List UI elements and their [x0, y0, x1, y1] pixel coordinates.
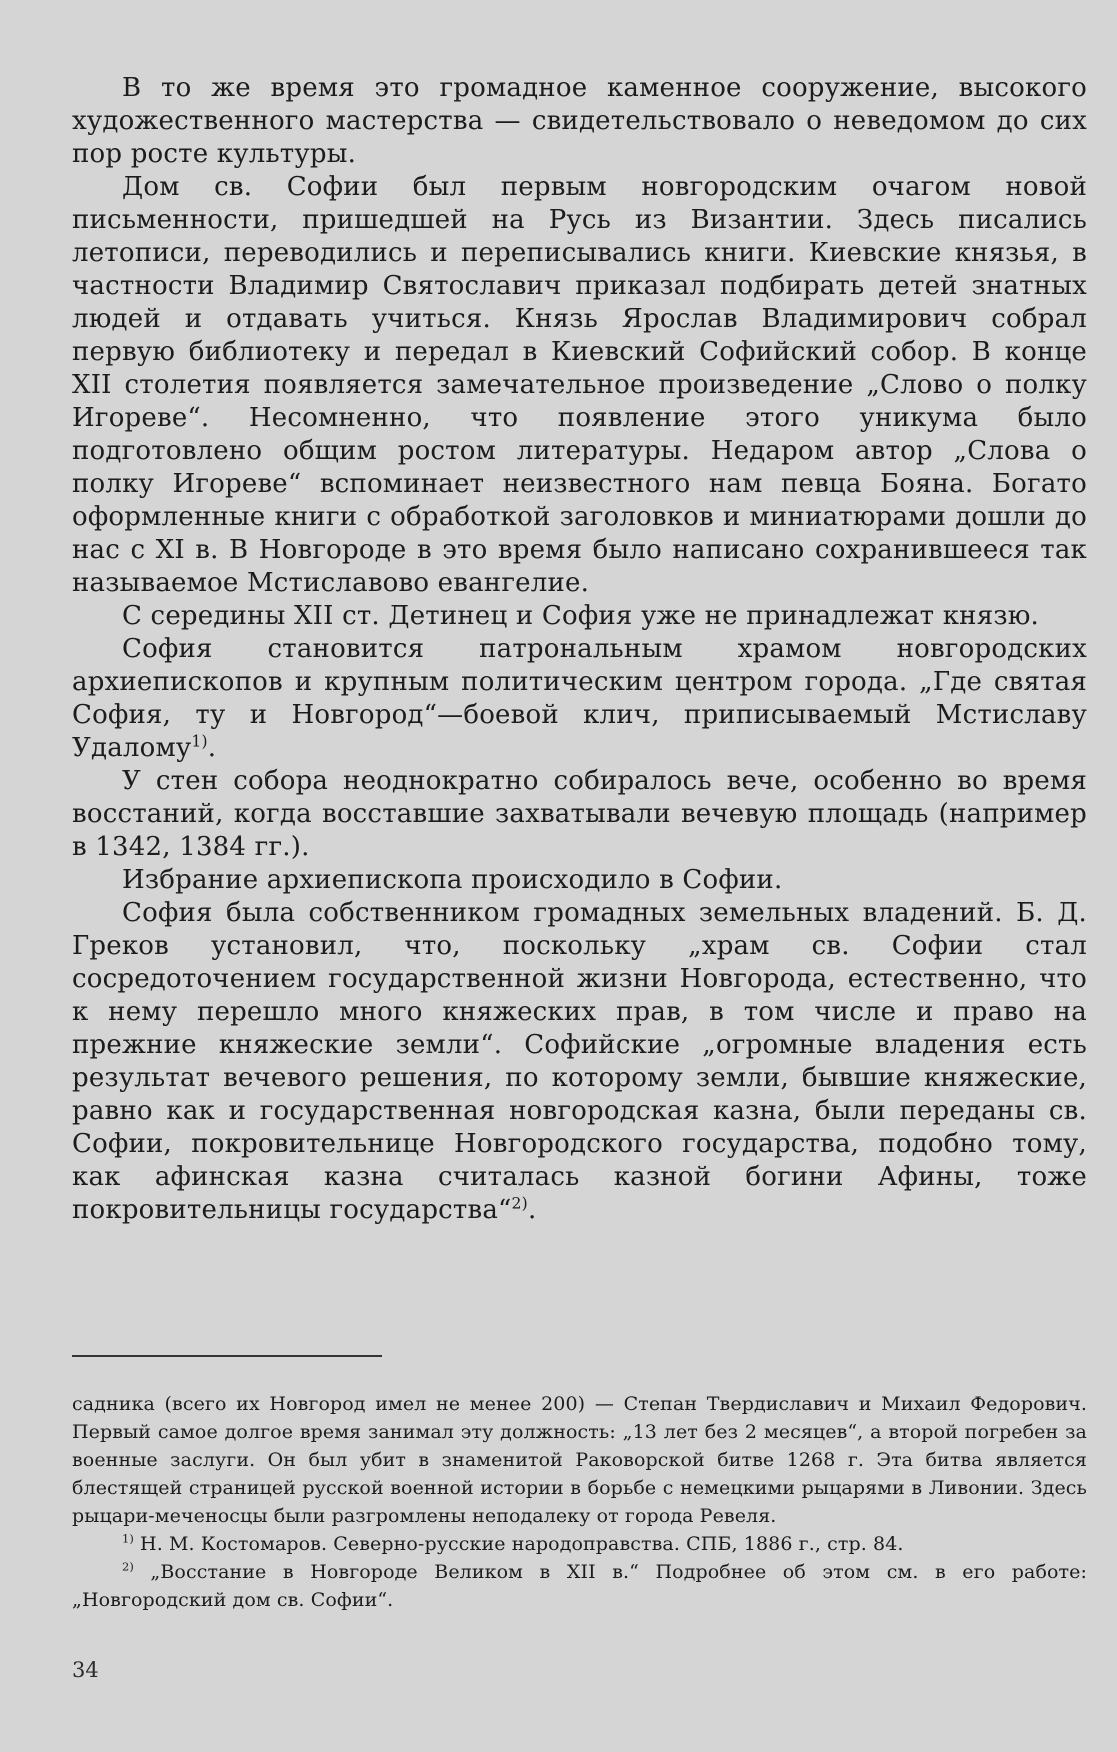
- paragraph: Дом св. Софии был первым новгородским очагом новой письменности, пришедшей на Русь из Византии. Здесь писались летописи, переводились и переписывались книги. Киевские князья, в частности Владимир Святославич приказал подбирать детей знатных людей и отдавать учиться. Князь Ярослав Владимирович собрал первую библиотеку и передал в Киевский Софийский собор. В конце XII столетия появляется замечательное произведение „Слово о полку Игореве“. Несомненно, что появление этого уникума было подготовлено общим ростом литературы. Недаром автор „Слова о полку Игореве“ вспоминает неизвестного нам певца Бояна. Богато оформленные книги с обработкой заголовков и миниатюрами дошли до нас с XI в. В Новгороде в это время было написано сохранившееся так называемое Мстиславово евангелие.: [72, 172, 1087, 598]
- footnote: $^{2)}$ „Восстание в Новгороде Великом в XII в.“ Подробнее об этом см. в его работе: „Новгородский дом св. Софии“.: [72, 1559, 1087, 1611]
- paragraph: София становится патрональным храмом новгородских архиепископов и крупным политическим центром города. „Где святая София, ту и Новгород“—боевой клич, приписываемый Мстиславу Удалому$^{1)}$.: [72, 634, 1087, 763]
- footnote-marker: 2): [122, 1559, 134, 1574]
- paragraph: В то же время это громадное каменное сооружение, высокого художественного мастерства — свидетельствовало о неведомом до сих пор росте культуры.: [72, 73, 1087, 169]
- footnote: $^{1)}$ Н. М. Костомаров. Северно-русские народоправства. СПБ, 1886 г., стр. 84.: [122, 1531, 904, 1555]
- paragraph: У стен собора неоднократно собиралось вече, особенно во время восстаний, когда восставшие захватывали вечевую площадь (например в 1342, 1384 гг.).: [72, 766, 1087, 862]
- footnote-marker: 1): [122, 1531, 134, 1546]
- paragraph: Избрание архиепископа происходило в Софии.: [122, 865, 783, 895]
- footnote-reference: 2): [511, 1194, 528, 1213]
- footnote-divider: [72, 1355, 382, 1357]
- page-number: 34: [72, 1658, 99, 1682]
- footnote-continuation: садника (всего их Новгород имел не менее 200) — Степан Твердиславич и Михаил Федорович. Первый самое долгое время занимал эту должность: „13 лет без 2 месяцев“, а второй погребен за военные заслуги. Он был убит в знаменитой Раковорской битве 1268 г. Эта битва является блестящей страницей русской военной истории в борьбе с немецкими рыцарями в Ливонии. Здесь рыцари-меченосцы были разгромлены неподалеку от города Ревеля.: [72, 1393, 1087, 1527]
- footnote-reference: 1): [191, 732, 208, 751]
- footnotes: [72, 1390, 1087, 1614]
- paragraph: София была собственником громадных земельных владений. Б. Д. Греков установил, что, поскольку „храм св. Софии стал сосредоточением государственной жизни Новгорода, естественно, что к нему перешло много княжеских прав, в том числе и право на прежние княжеские земли“. Софийские „огромные владения есть результат вечевого решения, по которому земли, бывшие княжеские, равно как и государственная новгородская казна, были переданы св. Софии, покровительнице Новгородского государства, подобно тому, как афинская казна считалась казной богини Афины, тоже покровительницы государства“$^{2)}$.: [72, 898, 1087, 1225]
- paragraph: С середины XII ст. Детинец и София уже не принадлежат князю.: [122, 601, 1039, 631]
- main-text: [72, 72, 1087, 1227]
